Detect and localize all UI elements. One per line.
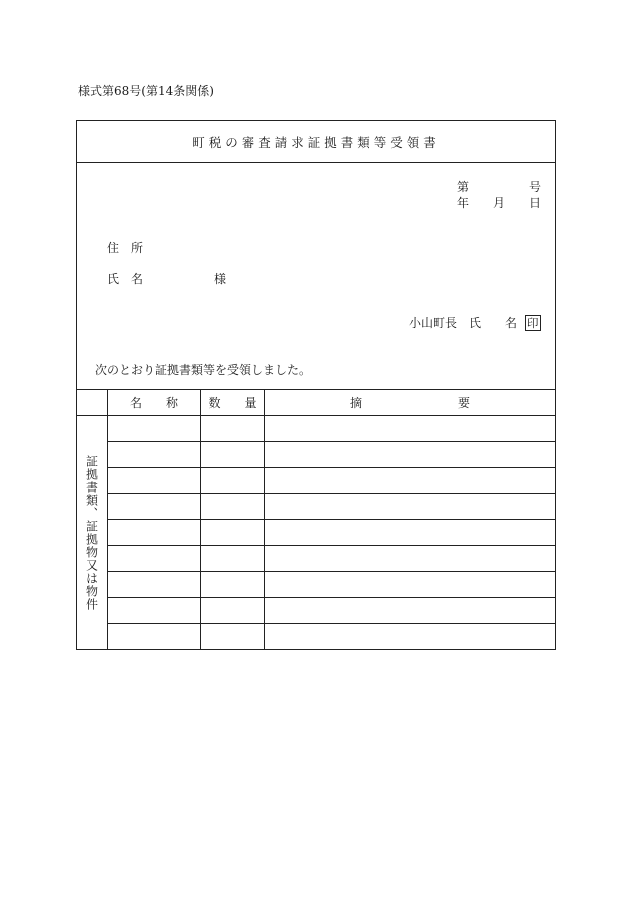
table-header-border: [77, 415, 555, 416]
issuer-title: 小山町長: [409, 316, 458, 330]
table-row: [107, 597, 555, 598]
table-row: [107, 545, 555, 546]
table-row: [107, 571, 555, 572]
date-day: 日: [529, 196, 542, 210]
form-title: 町税の審査請求証拠書類等受領書: [77, 121, 555, 163]
header-quantity: 数 量: [208, 396, 257, 410]
honorific-sama: 様: [214, 272, 227, 286]
table-row: [107, 519, 555, 520]
table-row: [107, 467, 555, 468]
seal-mark: [521, 315, 541, 331]
header-name: 名 称: [129, 396, 178, 410]
header-summary: 摘 要: [349, 396, 470, 410]
side-label-text: 証拠書類、証拠物又は物件: [84, 454, 99, 611]
side-label-evidence: [77, 416, 107, 649]
date-month: 月: [493, 196, 506, 210]
table-row: [107, 441, 555, 442]
recipient-name-label: 氏 名: [107, 272, 144, 286]
seal-text: 印: [527, 316, 539, 330]
receipt-form: [76, 120, 556, 650]
receipt-statement: 次のとおり証拠書類等を受領しました。: [95, 363, 312, 377]
date-year: 年: [457, 196, 470, 210]
number-gou: 号: [529, 180, 542, 194]
form-number-label: 様式第68号(第14条関係): [78, 84, 214, 98]
number-dai: 第: [457, 180, 470, 194]
table-row: [107, 493, 555, 494]
address-label: 住 所: [107, 241, 144, 255]
table-row: [107, 623, 555, 624]
issuer-name-label: 氏 名: [469, 316, 518, 330]
